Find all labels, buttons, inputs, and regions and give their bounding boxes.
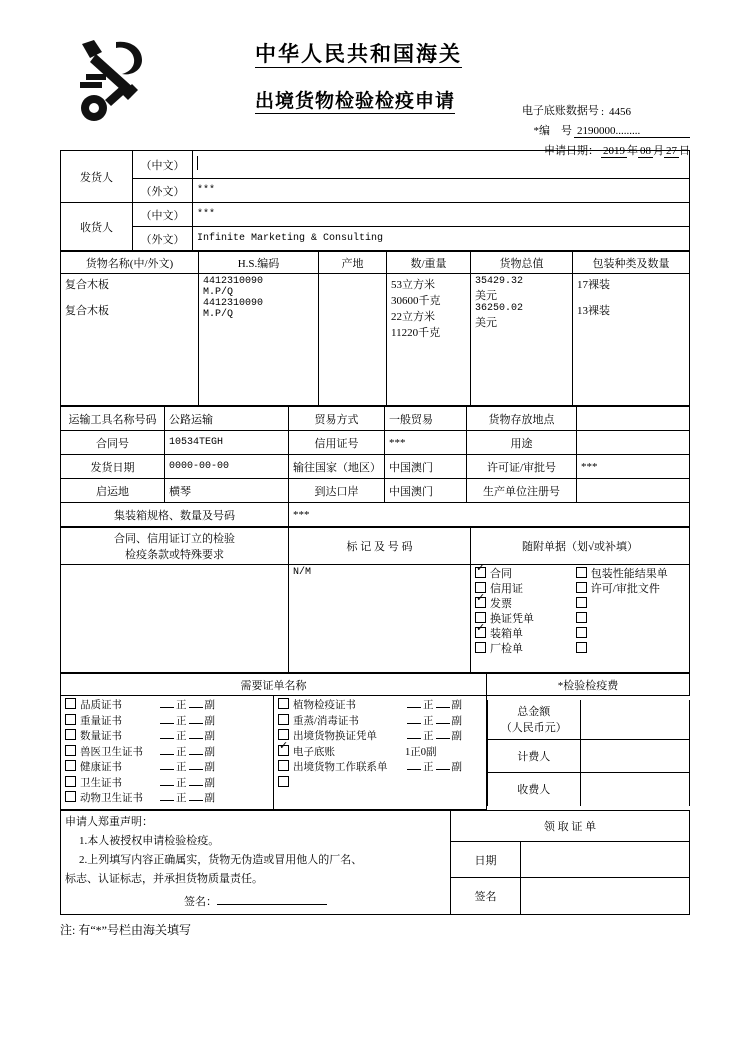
cert-fu-input[interactable] [436,707,450,708]
usage-label: 用途 [467,431,577,455]
certs-left-cell [61,696,274,810]
shipper-en-value[interactable]: *** [193,179,690,203]
fee-title: *检验检疫费 [487,674,690,696]
checkbox-icon[interactable] [278,698,289,709]
middle-table [60,527,690,673]
cert-health[interactable]: 健康证书 正 副 [65,760,269,776]
cert-zheng-input[interactable] [407,738,421,739]
attach-blank-2[interactable] [576,612,677,627]
ship-date-value[interactable]: 0000-00-00 [165,455,289,479]
cert-fu-input[interactable] [189,754,203,755]
cert-zheng-input[interactable] [160,785,174,786]
goods-name-2: 复合木板 [65,305,109,317]
checkbox-icon[interactable] [65,791,76,802]
checkbox-icon[interactable] [576,642,587,653]
cert-fu-value[interactable]: 0 [420,746,426,758]
cert-fu-input[interactable] [189,785,203,786]
cert-fu-input[interactable] [189,707,203,708]
goods-pack-1: 17裸装 [577,279,610,291]
cert-zheng-input[interactable] [160,723,174,724]
cert-zheng-input[interactable] [407,769,421,770]
attach-blank-3[interactable] [576,627,677,642]
apply-year-unit: 年 [627,145,638,157]
header-meta [430,102,690,162]
signature-line[interactable] [217,904,327,905]
cert-zheng-input[interactable] [160,707,174,708]
receipt-date-label: 日期 [451,841,521,877]
goods-header-pack: 包装种类及数量 [573,252,690,274]
attach-lc[interactable]: 信用证 [475,582,576,597]
storage-value[interactable] [577,407,690,431]
cert-e-ledger[interactable]: ✓电子底账 1正0副 [278,745,482,761]
goods-currency-1: 美元 [475,290,497,302]
apply-year[interactable]: 2019 [603,145,625,157]
cert-work-contact[interactable]: 出境货物工作联系单 正 副 [278,760,482,776]
fee-labels-inner [487,700,581,806]
departure-label: 启运地 [61,479,165,503]
cert-zheng-input[interactable] [407,723,421,724]
shipper-cn-label: （中文） [133,151,193,179]
ledger-row: 电子底账数据号 : 4456 [430,102,690,118]
cert-weight[interactable]: 重量证书 正 副 [65,714,269,730]
certs-title: 需要证单名称 [61,674,487,696]
checkbox-icon[interactable] [65,745,76,756]
producer-reg-label: 生产单位注册号 [467,479,577,503]
checkbox-icon[interactable] [576,567,587,578]
permit-label: 许可证/审批号 [467,455,577,479]
goods-qty-cell[interactable] [387,274,471,406]
lc-label: 信用证号 [289,431,385,455]
footer-note: 注: 有“*”号栏由海关填写 [60,922,191,937]
departure-value[interactable]: 横琴 [165,479,289,503]
consignee-cn-value[interactable]: *** [193,203,690,227]
customs-emblem-icon [72,38,152,124]
declaration-line-1: 1.本人被授权申请检验检疫。 [79,834,220,847]
dest-value[interactable]: 中国澳门 [385,455,467,479]
checkbox-icon[interactable] [475,627,486,638]
vehicle-value[interactable]: 公路运输 [165,407,289,431]
cert-fumigation[interactable]: 重蒸/消毒证书 正 副 [278,714,482,730]
checkbox-icon[interactable] [475,642,486,653]
fee-values-cell [581,696,690,810]
cert-fu-input[interactable] [436,723,450,724]
fee-values-inner [581,700,690,806]
ledger-label: 电子底账数据号 [521,105,599,117]
cert-quality[interactable]: 品质证书 正 副 [65,698,269,714]
ship-date-label: 发货日期 [61,455,165,479]
cert-zheng-input[interactable] [407,707,421,708]
goods-pack-2: 13裸装 [577,305,610,317]
arrival-label: 到达口岸 [289,479,385,503]
cert-phytosanitary[interactable]: 植物检疫证书 正 副 [278,698,482,714]
fee-collector-value[interactable] [581,773,690,806]
apply-day[interactable]: 27 [666,145,677,157]
apply-date-row [430,142,690,158]
goods-pack-cell[interactable] [573,274,690,406]
checkbox-icon[interactable] [576,627,587,638]
form-container [60,30,690,938]
permit-value[interactable]: *** [577,455,690,479]
goods-hs-sub-1: M.P/Q [203,287,234,298]
number-label: *编 号 [533,125,572,137]
receipt-title: 领 取 证 单 [451,810,690,841]
org-title: 中华人民共和国海关 [255,42,462,66]
consignee-cn-label: （中文） [133,203,193,227]
consignee-label: 收货人 [61,203,133,251]
checkbox-icon[interactable] [65,776,76,787]
number-row [430,122,690,138]
container-label: 集装箱规格、数量及号码 [61,503,289,527]
checkbox-icon[interactable] [475,567,486,578]
attach-packing-list[interactable]: ✓装箱单 [475,627,576,642]
goods-header-value: 货物总值 [471,252,573,274]
goods-qty-1b: 30600千克 [391,295,441,307]
checkbox-icon[interactable] [576,582,587,593]
goods-qty-2b: 11220千克 [391,327,441,339]
usage-value[interactable] [577,431,690,455]
cert-fu-input[interactable] [189,738,203,739]
checkbox-icon[interactable] [65,760,76,771]
apply-month-unit: 月 [653,145,664,157]
goods-hs-2: 4412310090 [203,298,264,309]
cert-blank[interactable] [278,776,482,792]
shipper-label: 发货人 [61,151,133,203]
vehicle-label: 运输工具名称号码 [61,407,165,431]
cert-fu-input[interactable] [189,723,203,724]
cert-zheng-input[interactable] [160,738,174,739]
checkbox-icon[interactable] [576,597,587,608]
certs-right-cell [274,696,487,810]
goods-hs-1: 4412310090 [203,276,264,287]
arrival-value[interactable]: 中国澳门 [385,479,467,503]
cert-fu-input[interactable] [436,738,450,739]
form-header [60,30,690,157]
checkbox-icon[interactable] [278,745,289,756]
fee-total-label: 总金额 （人民币元） [488,700,581,740]
goods-value-1: 35429.32 [475,276,524,287]
cert-zheng-input[interactable] [160,800,174,801]
container-value[interactable]: *** [289,503,690,527]
attach-packaging-result[interactable]: 包装性能结果单 [576,567,677,582]
number-value[interactable]: 2190000......... [574,125,690,138]
declaration-title: 申请人郑重声明： [65,815,153,828]
cert-exchange-note[interactable]: 出境货物换证凭单 正 副 [278,729,482,745]
goods-name-1: 复合木板 [65,279,109,291]
goods-header-qty: 数/重量 [387,252,471,274]
apply-day-unit: 日 [679,145,690,157]
fee-calculator-value[interactable] [581,740,690,773]
receipt-sign-value[interactable] [521,878,690,914]
producer-reg-value[interactable] [577,479,690,503]
apply-month[interactable]: 08 [640,145,651,157]
attach-blank-4[interactable] [576,642,677,657]
trade-label: 贸易方式 [289,407,385,431]
goods-qty-1a: 53立方米 [391,279,435,291]
cert-fu-input[interactable] [436,769,450,770]
attach-permit-doc[interactable]: 许可/审批文件 [576,582,677,597]
declaration-signature[interactable]: 签名： [65,893,446,912]
contract-label: 合同号 [61,431,165,455]
goods-value-cell[interactable] [471,274,573,406]
declaration-cell [61,810,451,914]
cert-sanitary[interactable]: 卫生证书 正 副 [65,776,269,792]
checkbox-icon[interactable] [278,714,289,725]
checkbox-icon[interactable] [65,714,76,725]
fee-labels-cell [487,696,581,810]
consignee-en-label: （外文） [133,227,193,251]
clause-value[interactable] [61,565,289,673]
goods-header-origin: 产地 [319,252,387,274]
checkbox-icon[interactable] [65,729,76,740]
attach-factory-inspection[interactable]: 厂检单 [475,642,576,657]
receipt-sign-label: 签名 [451,878,521,914]
goods-header-name: 货物名称(中/外文) [61,252,199,274]
cert-quantity[interactable]: 数量证书 正 副 [65,729,269,745]
goods-value-2: 36250.02 [475,303,524,314]
cert-zheng-input[interactable] [160,754,174,755]
declaration-line-2: 2.上列填写内容正确属实，货物无伪造或冒用他人的厂名、 [79,853,363,866]
marks-value[interactable]: N/M [289,565,471,673]
consignee-en-value[interactable]: Infinite Marketing & Consulting [193,227,690,251]
checkbox-icon[interactable] [576,612,587,623]
goods-origin-cell[interactable] [319,274,387,406]
goods-table [60,251,690,406]
goods-header-hs: H.S.编码 [199,252,319,274]
goods-hs-cell[interactable] [199,274,319,406]
checkbox-icon[interactable] [475,597,486,608]
goods-hs-sub-2: M.P/Q [203,309,234,320]
lc-value[interactable]: *** [385,431,467,455]
storage-label: 货物存放地点 [467,407,577,431]
certificates-table [60,673,690,810]
shipper-en-label: （外文） [133,179,193,203]
goods-name-cell[interactable] [61,274,199,406]
cert-fu-input[interactable] [189,769,203,770]
checkbox-icon[interactable] [278,776,289,787]
attach-exchange-note[interactable]: 换证凭单 [475,612,576,627]
attach-contract[interactable]: ✓ 合同 [475,567,576,582]
attachments-left-col [475,567,576,657]
form-title: 出境货物检验检疫申请 [255,91,456,112]
attach-invoice[interactable]: ✓发票 [475,597,576,612]
attachments-label: 随附单据（划√或补填） [471,528,690,565]
receipt-date-value[interactable] [521,841,690,877]
transport-table [60,406,690,527]
checkbox-icon[interactable] [278,760,289,771]
cert-zheng-value[interactable]: 1 [405,746,411,758]
clause-label: 合同、信用证订立的检验 检疫条款或特殊要求 [61,528,289,565]
attach-blank-1[interactable] [576,597,677,612]
declaration-line-3: 标志、认证标志，并承担货物质量责任。 [65,872,263,885]
fee-collector-label: 收费人 [488,773,581,806]
checkbox-icon[interactable] [65,698,76,709]
cert-animal-health[interactable]: 动物卫生证书 正 副 [65,791,269,807]
attachments-right-col [576,567,677,657]
contract-value[interactable]: 10534TEGH [165,431,289,455]
checkbox-icon[interactable] [278,729,289,740]
fee-calculator-label: 计费人 [488,740,581,773]
fee-total-value[interactable] [581,700,690,740]
cert-fu-input[interactable] [189,800,203,801]
dest-label: 输往国家（地区） [289,455,385,479]
cert-veterinary[interactable]: 兽医卫生证书 正 副 [65,745,269,761]
attachments-cell [471,565,690,673]
goods-qty-2a: 22立方米 [391,311,435,323]
marks-label: 标 记 及 号 码 [289,528,471,565]
apply-date-label: 申请日期： [544,145,599,157]
parties-table [60,150,690,251]
ledger-value: 4456 [609,106,631,118]
goods-currency-2: 美元 [475,317,497,329]
declaration-table [60,810,690,915]
cert-zheng-input[interactable] [160,769,174,770]
trade-value[interactable]: 一般贸易 [385,407,467,431]
